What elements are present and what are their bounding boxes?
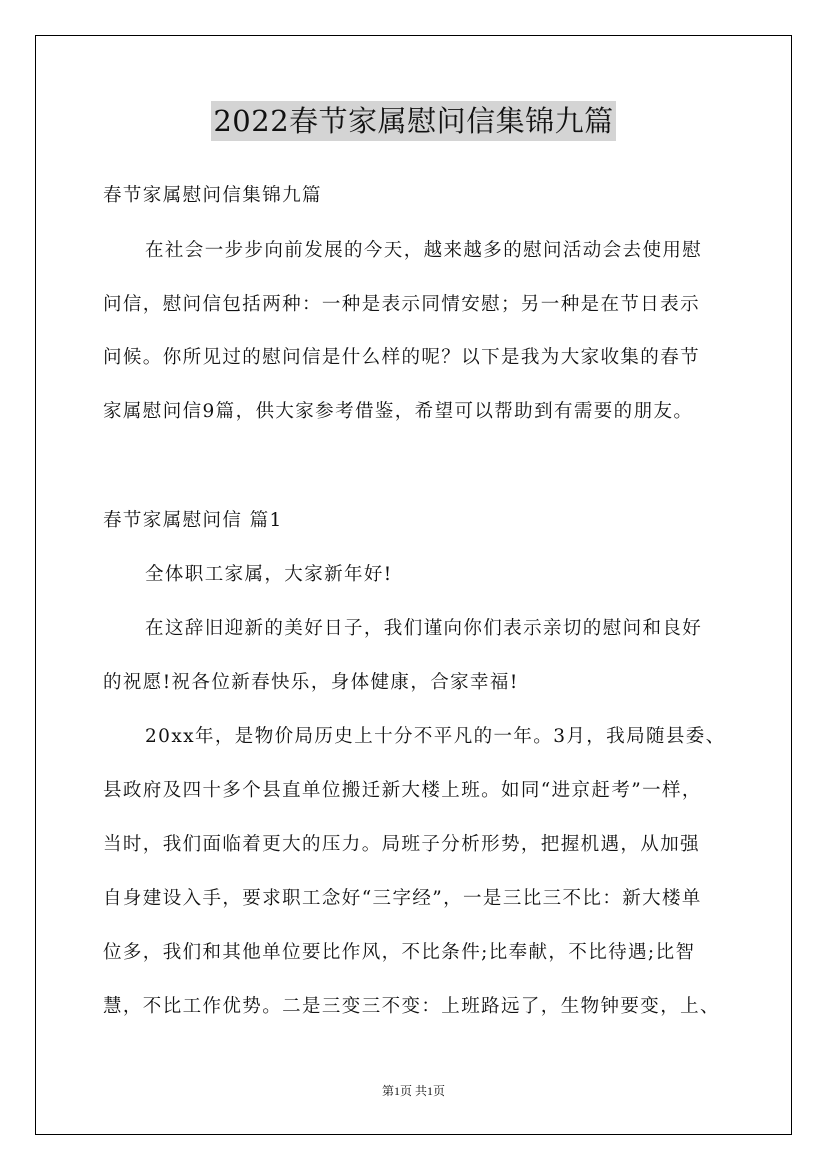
body-line: 自身建设入手，要求职工念好“三字经”，一是三比三不比：新大楼单 — [103, 888, 702, 909]
subtitle: 春节家属慰问信集锦九篇 — [103, 185, 322, 206]
body-line: 全体职工家属，大家新年好! — [145, 564, 393, 585]
body-line: 在这辞旧迎新的美好日子，我们谨向你们表示亲切的慰问和良好 — [145, 618, 703, 639]
body-line: 当时，我们面临着更大的压力。局班子分析形势，把握机遇，从加强 — [103, 834, 701, 855]
body-line: 慧，不比工作优势。二是三变三不变：上班路远了，生物钟要变，上、 — [103, 996, 720, 1017]
document-title: 2022春节家属慰问信集锦九篇 — [211, 101, 615, 141]
body-line: 的祝愿!祝各位新春快乐，身体健康，合家幸福! — [103, 672, 519, 693]
intro-line: 问候。你所见过的慰问信是什么样的呢？以下是我为大家收集的春节 — [103, 347, 701, 368]
body-line: 县政府及四十多个县直单位搬迁新大楼上班。如同“进京赶考”一样， — [103, 780, 702, 801]
page-footer: 第1页 共1页 — [381, 1084, 445, 1098]
intro-line: 在社会一步步向前发展的今天，越来越多的慰问活动会去使用慰 — [145, 240, 703, 261]
body-line: 位多，我们和其他单位要比作风，不比条件;比奉献，不比待遇;比智 — [103, 942, 696, 963]
section-heading: 春节家属慰问信 篇1 — [103, 510, 283, 531]
intro-line: 家属慰问信9篇，供大家参考借鉴，希望可以帮助到有需要的朋友。 — [103, 401, 694, 422]
body-line: 20xx年，是物价局历史上十分不平凡的一年。3月，我局随县委、 — [145, 726, 726, 747]
title-container — [0, 101, 827, 141]
intro-line: 问信，慰问信包括两种：一种是表示同情安慰；另一种是在节日表示 — [103, 294, 701, 315]
